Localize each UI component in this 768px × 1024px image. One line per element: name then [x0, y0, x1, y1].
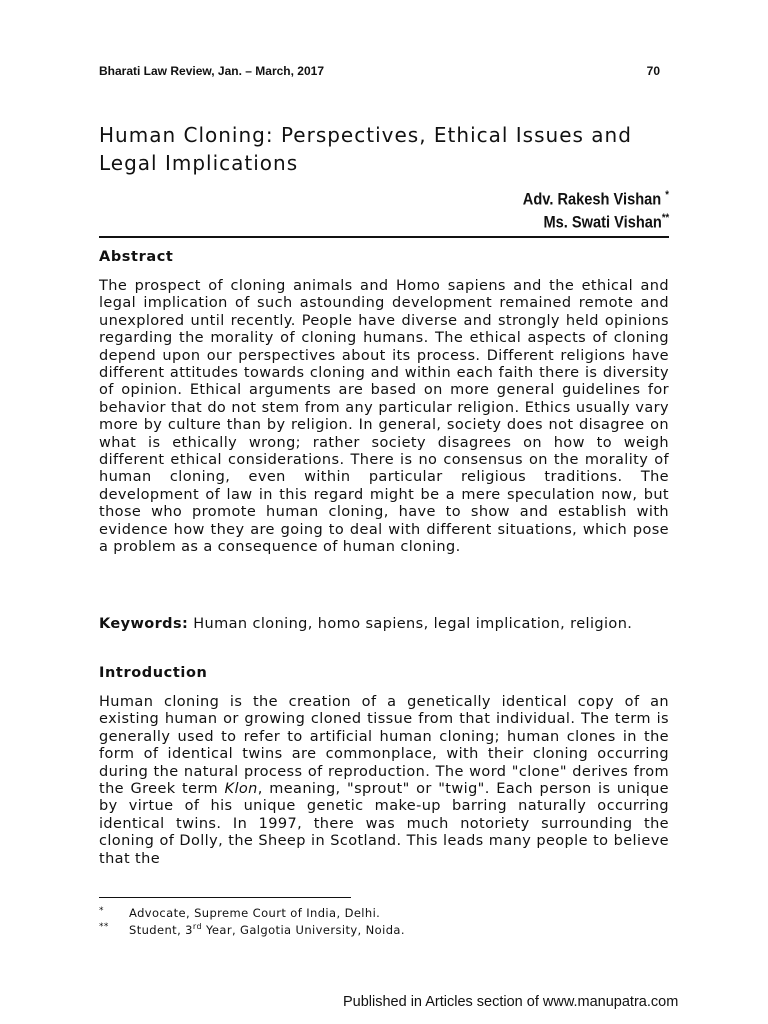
keywords-label: Keywords:: [99, 616, 189, 632]
footnote-1-text: Advocate, Supreme Court of India, Delhi.: [129, 906, 381, 920]
footnote-2-text-b: Year, Galgotia University, Noida.: [201, 922, 405, 937]
author-2-name: Ms. Swati Vishan: [543, 212, 662, 232]
abstract-heading: Abstract: [99, 249, 174, 265]
author-2-mark: **: [661, 212, 669, 224]
abstract-text: The prospect of cloning animals and Homo sapiens and the ethical and legal implication of such astounding development remained remote and unexplored until recently. People have diverse and strongly held opinions regarding the morality of cloning humans. The ethical aspects of cloning depend upon our perspectives about its process. Different religions have different attitudes towards cloning and within each faith there is diversity of opinion. Ethical arguments are based on more general guidelines for behavior that do not stem from any particular religion. Ethics usually vary more by culture than by religion. In general, society does not disagree on what is ethically wrong; rather society disagrees on how to weigh different ethical considerations. There is no consensus on the morality of human cloning, even within particular religious traditions. The development of law in this regard might be a mere speculation now, but those who promote human cloning, have to show and establish with evidence how they are going to deal with different situations, which pose a problem as a consequence of human cloning.: [99, 278, 669, 556]
footnote-1: [99, 906, 380, 920]
publisher-footer: Published in Articles section of www.manupatra.com: [343, 994, 679, 1010]
author-2: [543, 212, 669, 233]
keywords-text: Human cloning, homo sapiens, legal implication, religion.: [188, 616, 633, 632]
keywords: [99, 616, 669, 633]
page-number: 70: [646, 64, 660, 78]
footnote-2-mark: **: [99, 922, 109, 932]
footnote-1-mark: *: [99, 906, 104, 916]
introduction-heading: Introduction: [99, 665, 208, 681]
intro-text-part-2: , meaning, "sprout" or "twig". Each person is unique by virtue of his unique genetic make-up barring naturally occurring identical twins. In 1997, there was much notoriety surrounding the cloning of Dolly, the Sheep in Scotland. This leads many people to believe that the: [99, 781, 669, 867]
footnote-divider: [99, 897, 351, 898]
author-1: [523, 189, 669, 210]
footnote-2-sup: rd: [192, 922, 202, 931]
introduction-text: [99, 694, 669, 868]
author-1-mark: *: [665, 189, 669, 201]
paper-title: Human Cloning: Perspectives, Ethical Issues and Legal Implications: [99, 123, 632, 175]
journal-citation: Bharati Law Review, Jan. – March, 2017: [99, 64, 324, 78]
title-divider: [99, 236, 669, 238]
intro-text-part-1: Human cloning is the creation of a genetically identical copy of an existing human or growing cloned tissue from that individual. The term is generally used to refer to artificial human cloning; human clones in the form of identical twins are commonplace, with their cloning occurring during the natural process of reproduction. The word "clone" derives from the Greek term: [99, 694, 669, 798]
footnote-2: [99, 922, 405, 937]
footnote-2-text-a: Student, 3: [129, 922, 193, 937]
author-1-name: Adv. Rakesh Vishan: [522, 189, 662, 209]
intro-italic-term: Klon: [224, 781, 258, 798]
